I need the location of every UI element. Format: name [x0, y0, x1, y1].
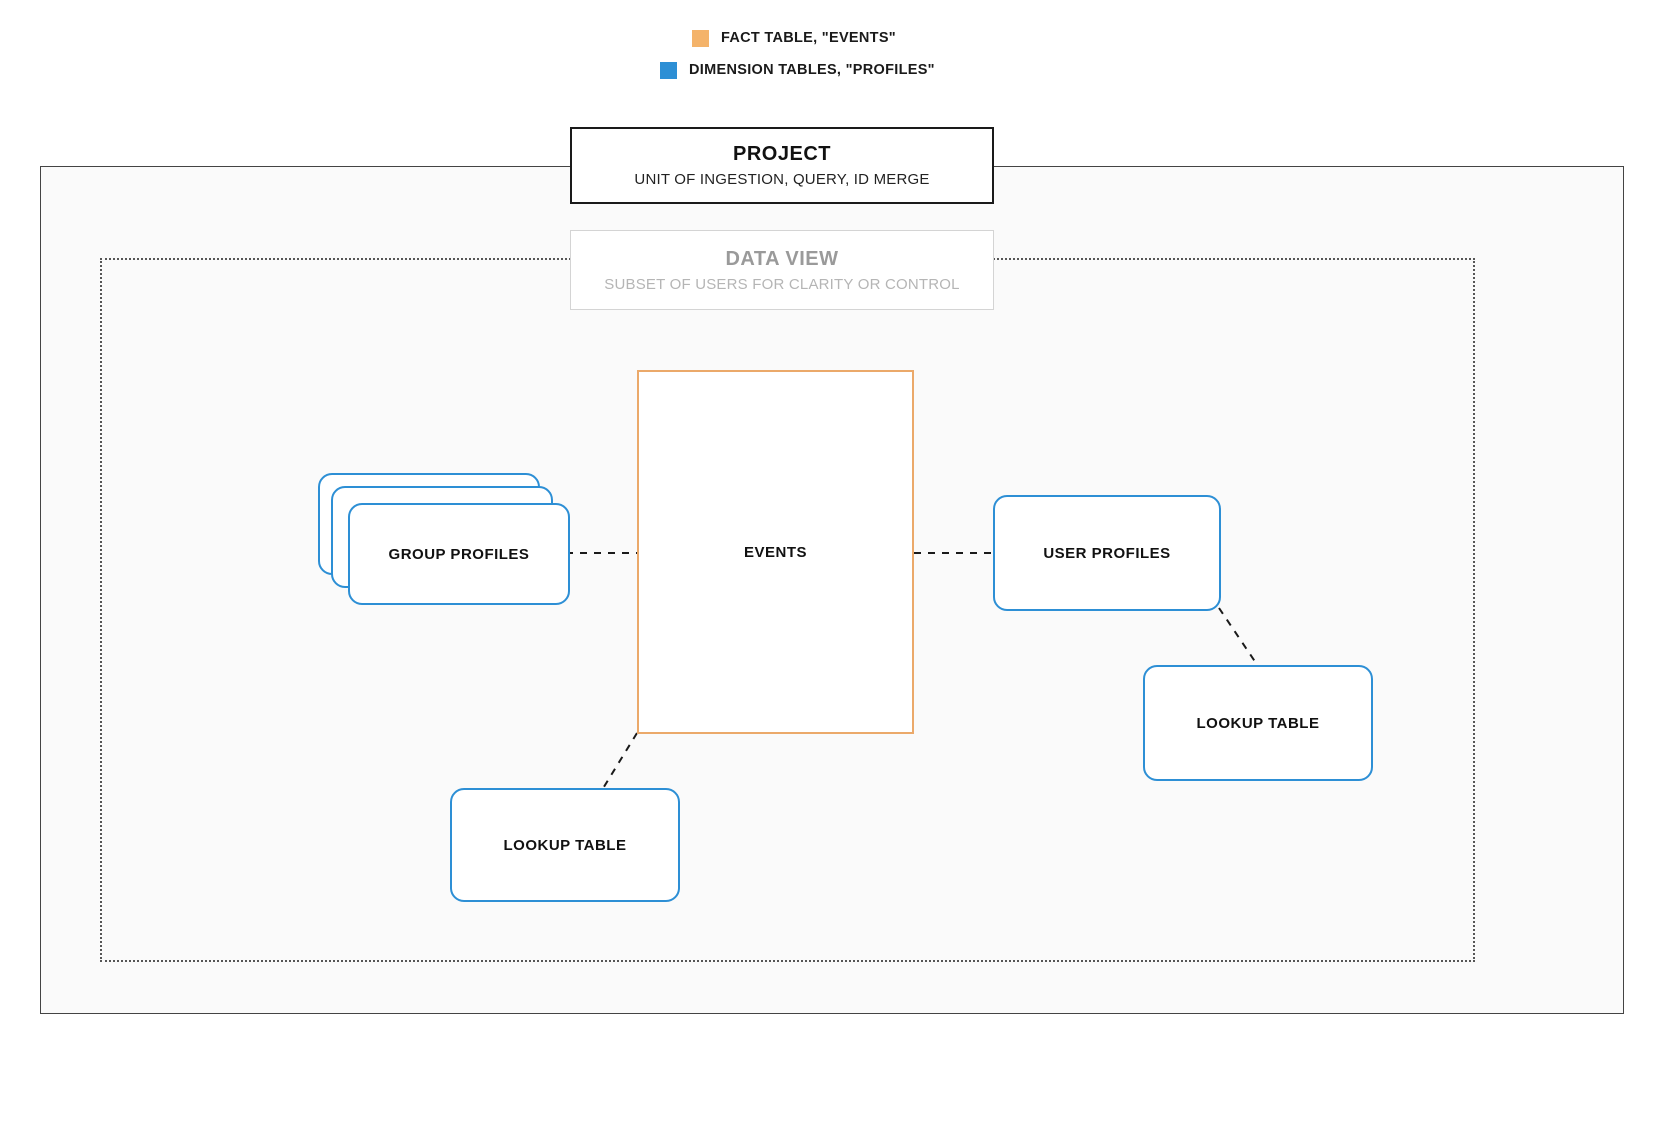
node-lookup-table-right: [1143, 665, 1373, 781]
square-swatch-icon: [660, 62, 677, 79]
node-group-profiles: [318, 473, 573, 613]
node-user-profiles-label: USER PROFILES: [1043, 544, 1171, 562]
legend: [660, 28, 1180, 92]
project-title: PROJECT: [733, 143, 831, 165]
node-events-label: EVENTS: [743, 543, 807, 561]
legend-item-fact-table: [692, 28, 1180, 48]
data-view-header-box: [570, 230, 994, 310]
node-user-profiles: [993, 495, 1221, 611]
node-lookup-table-left-label: LOOKUP TABLE: [503, 836, 627, 854]
legend-item-label: FACT TABLE, "EVENTS": [721, 30, 896, 46]
data-view-title: DATA VIEW: [725, 247, 839, 270]
stack-card-front: [348, 503, 570, 605]
project-header-box: [570, 127, 994, 204]
node-events: [637, 370, 914, 734]
square-swatch-icon: [692, 30, 709, 47]
project-subtitle: UNIT OF INGESTION, QUERY, ID MERGE: [634, 171, 930, 188]
node-lookup-table-left: [450, 788, 680, 902]
legend-item-dimension-tables: [660, 60, 1180, 80]
data-view-subtitle: SUBSET OF USERS FOR CLARITY OR CONTROL: [604, 275, 960, 293]
node-lookup-table-right-label: LOOKUP TABLE: [1196, 714, 1320, 732]
legend-item-label: DIMENSION TABLES, "PROFILES": [689, 62, 935, 78]
node-group-profiles-label: GROUP PROFILES: [388, 545, 530, 563]
